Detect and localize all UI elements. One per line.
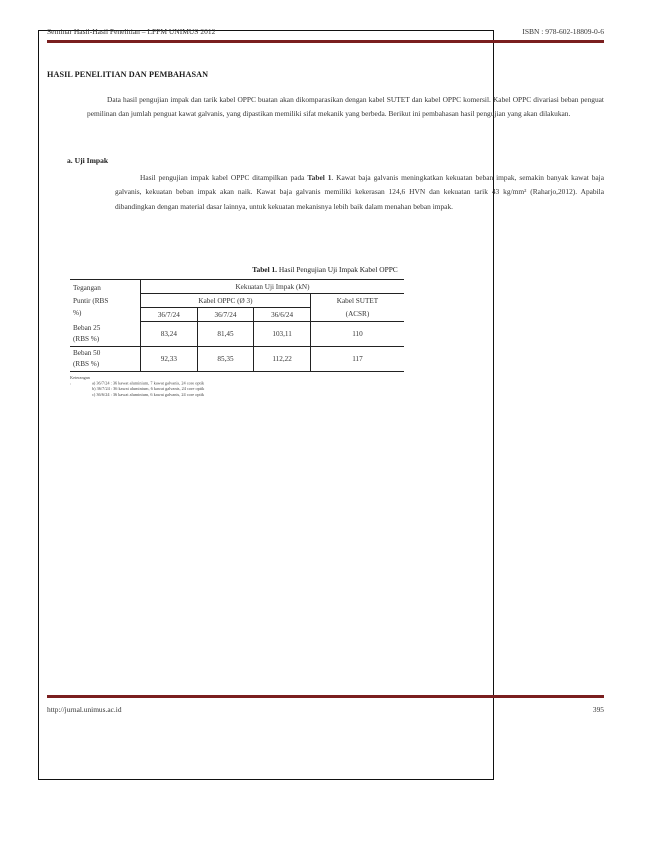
table-row (70, 322, 404, 347)
page-header (47, 25, 604, 39)
table-cell: 103,11 (254, 322, 311, 347)
group-header: Kekuatan Uji Impak (kN) (141, 280, 405, 294)
impact-test-table (70, 279, 404, 372)
header-isbn: ISBN : 978-602-18809-0-6 (522, 27, 604, 36)
intro-paragraph: Data hasil pengujian impak dan tarik kabel OPPC buatan akan dikomparasikan dengan kabel SUTET dan kabel OPPC komersil. Kabel OPPC divariasi beban penguat pemilinan dan jumlah penguat kawat galvanis, yang dipastikan memiliki sifat mekanik yang berbeda. Berikut ini pembahasan hasil pengujian yang akan dilakukan. (87, 95, 604, 119)
header-rule (47, 40, 604, 43)
note-line: a) 36/7/24 : 36 kawat aluminium, 7 kawat galvanis, 24 core optik (92, 380, 205, 386)
table-caption: Tabel 1. Hasil Pengujian Uji Impak Kabel OPPC (252, 265, 398, 274)
column-header: 36/7/24 (141, 308, 198, 322)
note-line: c) 36/6/24 : 36 kawat aluminium, 6 kawat galvanis, 24 core optik (92, 391, 205, 397)
table-cell: 83,24 (141, 322, 198, 347)
page-footer (47, 705, 604, 714)
impact-paragraph: Hasil pengujian impak kabel OPPC ditampilkan pada Tabel 1. Kawat baja galvanis meningkatkan kekuatan beban impak, semakin banyak kawat baja galvanis, kekuatan beban impak akan naik. Kawat baja galvanis memiliki kekerasan 124,6 HVN dan kekuatan tarik 43 kg/mm² (Raharjo,2012). Apabila dibandingkan dengan material dasar lainnya, untuk kekuatan mekanisnya lebih baik dalam menahan beban impak. (115, 173, 605, 211)
sutet-header: Kabel SUTET (310, 294, 404, 308)
oppc-header: Kabel OPPC (Ø 3) (141, 294, 311, 308)
row-label: Beban 50 (RBS %) (70, 346, 141, 371)
table-cell: 117 (310, 346, 404, 371)
column-header: 36/6/24 (254, 308, 311, 322)
subsection-title: a. Uji Impak (67, 156, 109, 165)
table-notes (70, 375, 204, 397)
sutet-subheader: (ACSR) (310, 308, 404, 322)
table-cell: 81,45 (197, 322, 254, 347)
row-header-cell: Tegangan Puntir (RBS %) (70, 280, 141, 322)
row-label: Beban 25 (RBS %) (70, 322, 141, 347)
column-header: 36/7/24 (197, 308, 254, 322)
table-cell: 112,22 (254, 346, 311, 371)
note-line: b) 36/7/24 : 36 kawat aluminium, 6 kawat galvanis, 24 core optik (92, 386, 205, 392)
table-row (70, 346, 404, 371)
footer-url[interactable]: http://jurnal.unimus.ac.id (47, 705, 122, 714)
table-reference: Tabel 1 (307, 173, 332, 182)
header-title: Seminar Hasil-Hasil Penelitian – LPPM UNIMUS 2012 (47, 27, 216, 36)
table-cell: 92,33 (141, 346, 198, 371)
table-cell: 85,35 (197, 346, 254, 371)
footer-rule (47, 695, 604, 698)
notes-label: Keterangan : (70, 375, 90, 386)
page-number: 395 (592, 705, 604, 714)
page-frame (38, 30, 494, 780)
section-title: HASIL PENELITIAN DAN PEMBAHASAN (47, 70, 209, 79)
table-cell: 110 (310, 322, 404, 347)
